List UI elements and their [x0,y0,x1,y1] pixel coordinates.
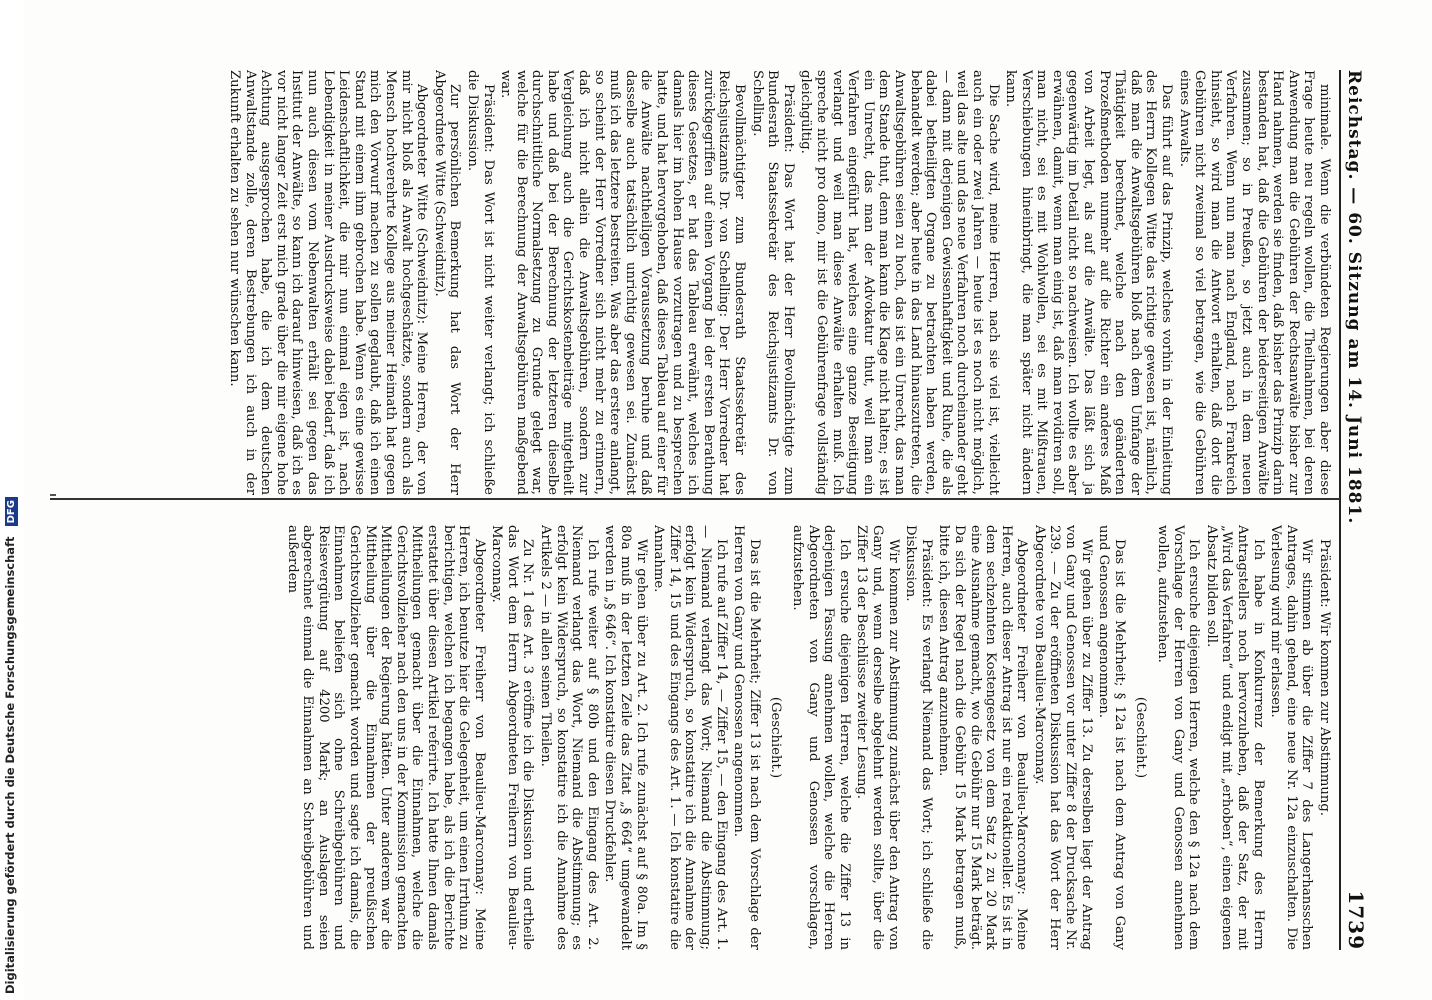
paragraph: Präsident: Es verlangt Niemand das Wort; ich schließe die Diskussion. [903,525,934,950]
paragraph: Ich habe in Konkurrenz der Bemerkung des Herrn Antragstellers noch hervorzuheben, daß der Satz, der mit „Wird das Verfahren“ und endigt mit „erhoben“, einen eigenen Absatz bilden soll. [1203,525,1266,950]
paragraph: minimale. Wenn die verbündeten Regierungen aber diese Frage heute neu regeln wollen, die Theilnahmen, bei deren Anwendung man die Gebühren der Rechtsanwälte bisher zur Hand nahmen, werden sie finden, daß bisher das Prinzip darin bestanden hat, daß die Gebühren der beiderseitigen Anwälte zusammen; so in Preußen, so jetzt auch in dem neuen Verfahren. Wenn nun man nach England, nach Frankreich hinsieht, so wird man die Antwort erhalten, daß dort die Gebühren nicht zweimal so viel betragen, wie die Gebühren eines Anwalts. [1176,70,1332,495]
paragraph: Ich ersuche diejenigen Herren, welche die Ziffer 13 in derjenigen Fassung annehmen wollen, welche die Herren Abgeordneten von Gany und Genossen vorschlagen, aufzustehen. [790,525,852,950]
paragraph: Ich rufe weiter auf § 80b und den Eingang des Art. 2. Niemand verlangt das Wort, Niemand die Abstimmung; es erfolgt kein Widerspruch, so konstatire ich die Annahme des Artikels 2 — in allen seinen Theilen. [538,525,600,950]
left-column [40,70,1332,495]
right-column [40,525,1332,950]
digitization-credit [3,497,18,994]
paragraph: Abgeordneter Freiherr von Beaulieu-Marconnay: Meine Herren, auch dieser Antrag ist nur ein redaktioneller. Es ist in dem sechzehnten Kostengesetz von dem Satz 2 zu 20 Mark eine Ausnahme gemacht, wo die Gebühr nur 15 Mark beträgt. Da sich der Regel nach die Gebühr 15 Mark betragen muß, bitte ich, diesen Antrag anzunehmen. [936,525,1030,950]
paragraph: Abgeordneter Freiherr von Beaulieu-Marconnay: Meine Herren, ich benutze hier die Gelegenheit, um einen Irrthum zu berichtigen, welchen ich begangen habe, als ich die Berichte erstattet über diesen Artikel referirte. Ich hatte Ihnen damals Mittheilungen gemacht über die Einnahmen, welche die Gerichtsvollzieher nach den uns in der Kommission gemachten Mittheilungen der Regierung hätten. Unter anderem war die Mittheilung über die Einnahmen der preußischen Gerichtsvollzieher gemacht worden und sagte ich damals, die Einnahmen beliefen sich ohne Schreibgebühren und Reisevergütung auf 4200 Mark; an Auslagen seien abgerechnet einmal die Einnahmen an Schreibgebühren und außerdem [284,525,487,950]
stage-direction: (Geschieht.) [768,696,784,779]
paragraph: Präsident: Das Wort ist nicht weiter verlangt; ich schließe die Diskussion. [464,70,496,495]
column-divider [50,498,1340,500]
paragraph: Das ist die Mehrheit; § 12a ist nach dem Antrag von Gany und Genossen angenommen. [1096,525,1127,950]
paragraph: Präsident: Wir kommen zur Abstimmung. [1317,539,1332,816]
paragraph: Wir kommen zur Abstimmung zunächst über den Antrag von Gany und, wenn derselbe abgelehnt werden sollte, über die Ziffer 13 der Beschlüsse zweiter Lesung. [854,525,901,950]
paragraph: Präsident: Das Wort hat der Herr Bevollmächtigte zum Bundesrath Staatssekretär des Reichsjustizamts Dr. von Schelling. [749,70,796,495]
paragraph: Die Sache wird, meine Herren, nach sie viel ist, vielleicht auch ein oder zwei Jahren — heute ist es noch nicht möglich, weil das alte und das neue Verfahren noch durcheinander geht — dann mit derjenigen Gewissenhaftigkeit und Ruhe, die als dabei betheiligten Organe zu betrachten haben werden, behandelt werden; aber heute in das Land hinauszutreten, die Anwaltsgebühren seien zu hoch, das ist ein Unrecht, das man dem Stande thut, denn man kann die Klage nicht halten; es ist ein Unrecht, das man der Advokatur thut, weil man ein Verfahren eingeführt hat, welches eine ganze Beseitigung verlangt und weil man diese Anwälte erhalten muß. Ich spreche nicht pro domo, mir ist die Gebührenfrage vollständig gleichgültig. [798,70,1001,495]
paragraph: Wir gehen über zu Art. 2. Ich rufe zunächst auf § 80a. Im § 80a muß in der letzten Zeile das Zitat „§ 664“ umgewandelt werden in „§ 646“. Ich konstatire diesen Druckfehler. [602,525,649,950]
paragraph: Zur persönlichen Bemerkung hat das Wort der Herr Abgeordnete Witte (Schweidnitz). [431,70,463,495]
paragraph: Das führt auf das Prinzip, welches vorhin in der Einleitung des Herrn Kollegen Witte das richtige gewesen ist, nämlich, daß man die Anwaltsgebühren bloß nach dem Umfange der Thätigkeit berechnet, welche nach den geänderten Prozeßmethoden nunmehr auf die Richter ein anderes Maß von Arbeit legt, als auf die Anwälte. Das läßt sich ja gegenwärtig im Detail nicht so nachweisen. Ich wollte es aber erwähnen, damit, wenn man einig ist, daß man revidiren soll, man nicht, sei es mit Wohlwollen, sei es mit Mißtrauen, Verschiebungen hineinbringt, die man später nicht ändern kann. [1003,70,1175,495]
running-header [1339,70,1374,950]
running-title: Reichstag. — 60. Sitzung am 14. Juni 1881. [1344,70,1364,525]
paragraph: Zu Nr. 1 des Art. 3 eröffne ich die Diskussion und ertheile das Wort dem Herrn Abgeordneten Freiherrn von Beaulieu-Marconnay. [489,525,536,950]
digitization-sidebar [0,0,24,1000]
page-number: 1739 [1344,890,1368,950]
dfg-logo: DFG [5,497,18,526]
paragraph: Das ist die Mehrheit; Ziffer 13 ist nach dem Vorschlage der Herren von Gany und Genossen angenommen. [731,525,762,950]
paragraph: Abgeordneter Witte (Schweidnitz): Meine Herren, der von mir nicht bloß als Anwalt hochgeschätzte, sondern auch als Mensch hochverehrte Kollege aus meiner Heimath hat gegen mich den Vorwurf machen zu sollen geglaubt, daß ich einen Stand mit einem ihm gebrochen habe. Wenn es eine gewisse Leidenschaftlichkeit, die mir nun einmal eigen ist, nach Lebendigkeit in meiner Ausdrucksweise dabei bedarf, daß ich nun auch diesen vom Nebenwalten erhält sei gegen das Institut der Anwälte, so kann ich darauf hinweisen, daß ich es vor nicht langer Zeit erst mich grade über die mir eigene hohe Achtung ausgesprochen habe, die ich dem deutschen Anwaltstande zolle, deren Bestrebungen ich auch in der Zukunft erhalten zu sehen nur wünschen kann. [227,70,430,495]
paragraph: Bevollmächtigter zum Bundesrath Staatssekretär des Reichsjustizamts Dr. von Schelling: Der Herr Vorredner hat zurückgegriffen auf einen Vorgang bei der ersten Berathung dieses Gesetzes, er hat das Tableau erwähnt, welches ich damals hier im hohen Hause vorzutragen und zu besprechen hatte, und hat hervorgehoben, daß dieses Tableau auf einer für die Anwälte nachtheiligen Voraussetzung beruhe und daß dasselbe auch tatsächlich unrichtig gewesen sei. Zunächst muß ich das letztere bestreiten. Was aber das erstere anlangt, so scheint der Herr Vorredner sich nicht mehr zu erinnern, daß ich nicht allein die Anwaltsgebühren, sondern zur Vergleichung auch die Gerichtskostenbeiträge mitgetheilt habe und daß bei der Berechnung der letzteren dieselbe durchschnittliche Normalsetzung zu Grunde gelegt war, welche für die Berechnung der Anwaltsgebühren maßgebend war. [498,70,748,495]
paragraph: Wir gehen über zu Ziffer 13. Zu derselben liegt der Antrag von Gany und Genossen vor unter Ziffer 8 der Drucksache Nr. 239. — Zu der eröffneten Diskussion hat das Wort der Herr Abgeordnete von Beaulieu-Marconnay. [1031,525,1094,950]
paragraph: Wir stimmen ab über die Ziffer 7 des Langerhansschen Antrages, dahin gehend, eine neue Nr. 12a einzuschalten. Die Verlesung wird mir erlassen. [1268,525,1315,950]
crop-mark [50,494,56,496]
credit-text: Digitalisierung gefördert durch die Deutsche Forschungsgemeinschaft [3,536,17,994]
paragraph: Ich ersuche diejenigen Herren, welche den § 12a nach dem Vorschlage der Herren von Gany und Genossen annehmen wollen, aufzustehen. [1155,525,1202,950]
paragraph: Ich rufe auf Ziffer 14, — Ziffer 15, — den Eingang des Art. 1. — Niemand verlangt das Wort; Niemand die Abstimmung; erfolgt kein Widerspruch, so konstatire ich die Annahme der Ziffer 14, 15 und des Eingangs des Art. 1. — Ich konstatire die Annahme. [651,525,729,950]
stage-direction: (Geschieht.) [1133,696,1149,779]
